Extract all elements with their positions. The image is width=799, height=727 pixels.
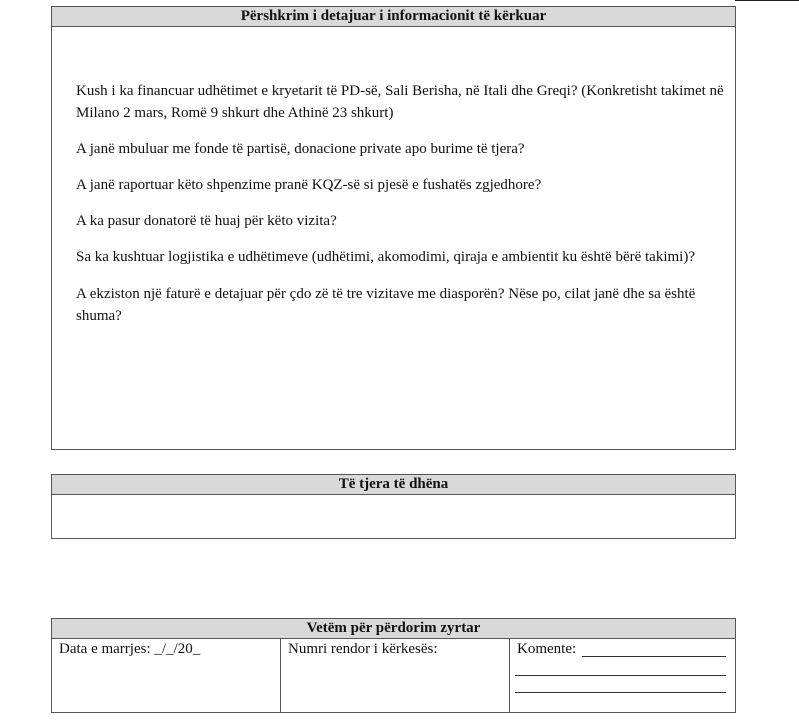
- comments-line-2: [515, 675, 726, 676]
- other-data-box: [51, 474, 736, 539]
- question-6: A ekziston një faturë e detajuar për çdo zë të tre vizitave me diasporën? Nëse po, cilat janë dhe sa është shuma?: [76, 286, 696, 324]
- comments-cell[interactable]: [510, 639, 735, 712]
- official-use-box: [51, 618, 736, 713]
- request-description-header: Përshkrim i detajuar i informacionit të kërkuar: [52, 7, 735, 27]
- top-border-line: [735, 0, 799, 1]
- date-received-cell[interactable]: [52, 639, 281, 712]
- question-5: Sa ka kushtuar logjistika e udhëtimeve (udhëtimi, akomodimi, qiraja e ambientit ku është bërë takimi)?: [76, 249, 695, 265]
- request-number-label: Numri rendor i kërkesës:: [288, 641, 438, 657]
- date-received-label: Data e marrjes: _/_/20_: [59, 641, 201, 657]
- question-4: A ka pasur donatorë të huaj për këto vizita?: [76, 213, 337, 229]
- official-use-row: [52, 639, 735, 712]
- comments-line-1: [582, 656, 726, 657]
- other-data-field[interactable]: [52, 495, 735, 538]
- comments-line-3: [515, 692, 726, 693]
- question-3: A janë raportuar këto shpenzime pranë KQZ-së si pjesë e fushatës zgjedhore?: [76, 177, 542, 193]
- question-2: A janë mbuluar me fonde të partisë, donacione private apo burime të tjera?: [76, 141, 525, 157]
- request-description-box: [51, 6, 736, 450]
- question-1: Kush i ka financuar udhëtimet e kryetarit të PD-së, Sali Berisha, në Itali dhe Greqi? (Konkretisht takimet në Milano 2 mars, Romë 9 shkurt dhe Athinë 23 shkurt): [76, 83, 724, 121]
- comments-label: Komente:: [517, 641, 577, 657]
- request-number-cell[interactable]: [281, 639, 510, 712]
- official-use-header: Vetëm për përdorim zyrtar: [52, 619, 735, 639]
- other-data-header: Të tjera të dhëna: [52, 475, 735, 495]
